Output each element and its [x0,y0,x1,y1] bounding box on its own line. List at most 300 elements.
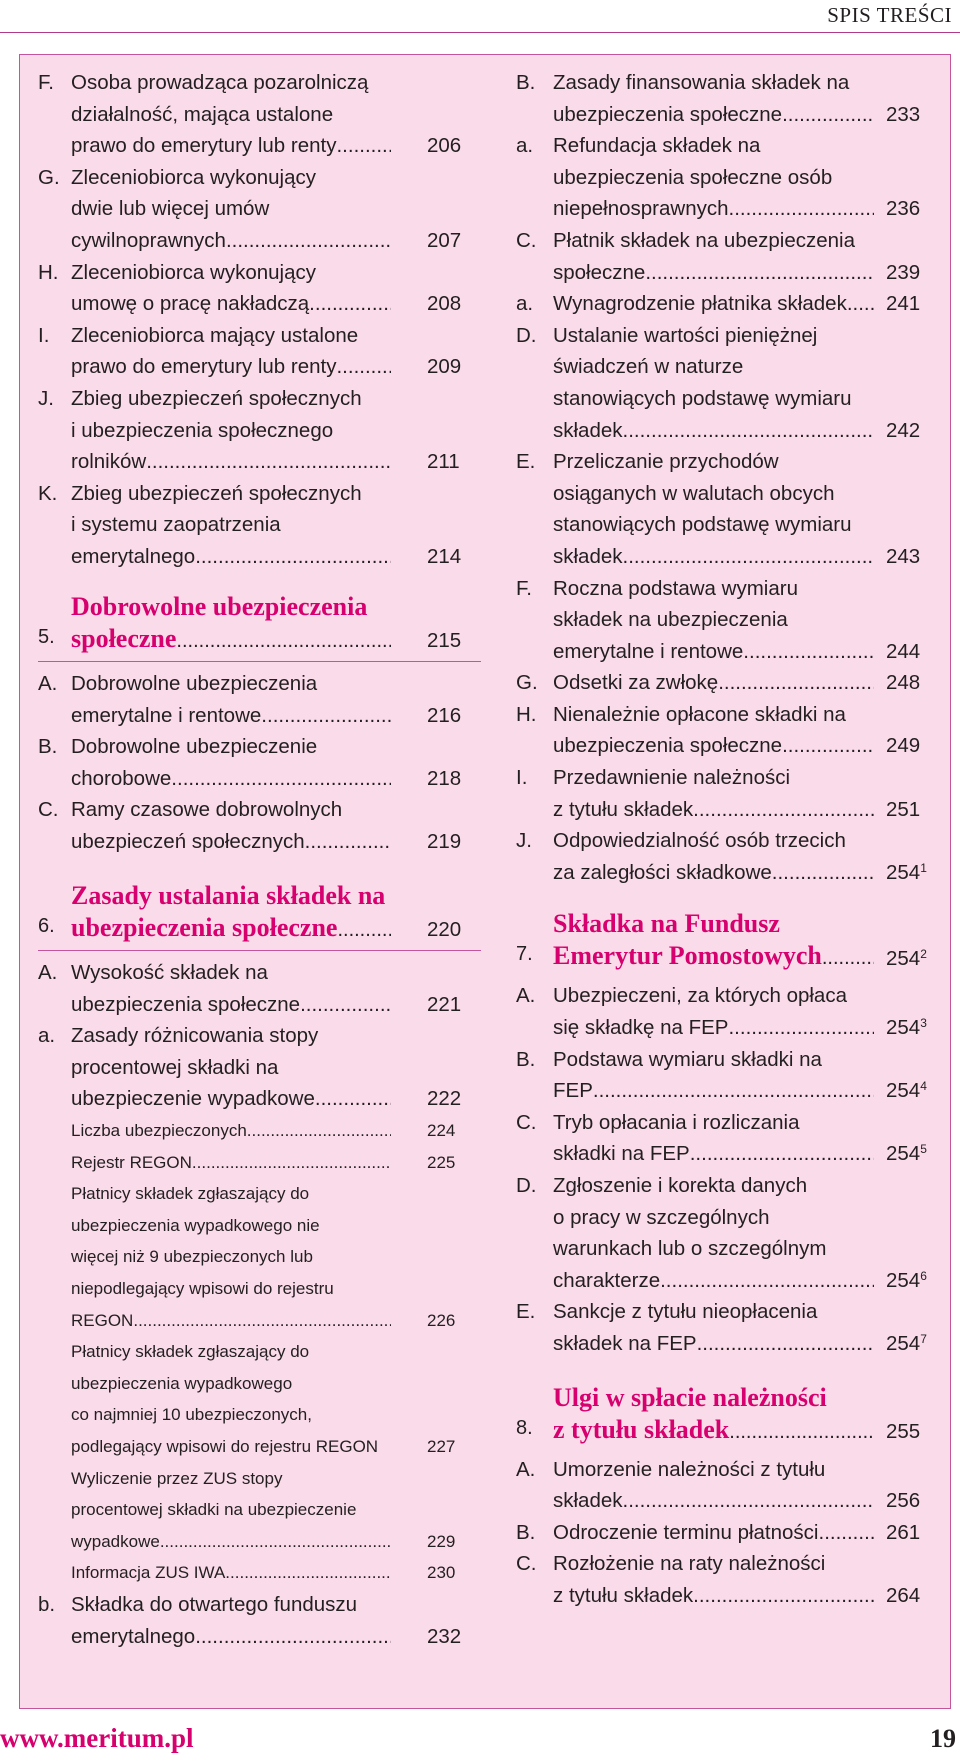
entry-text: Zasady finansowania składek na [553,71,850,94]
section-heading[interactable] [516,908,934,974]
entry-label: D. [516,1174,537,1197]
entry-text: ubezpieczenie wypadkowe [71,1087,315,1111]
entry-line [71,351,481,383]
page-ref [886,193,934,225]
toc-entry[interactable] [38,731,481,794]
section-title: Emerytur Pomostowych [553,941,822,971]
page-ref [427,351,481,383]
entry-label: B. [516,1520,536,1544]
entry-text: Tryb opłacania i rozliczania [553,1110,800,1134]
page-ref-number: 241 [886,292,921,316]
section-heading[interactable] [38,591,481,657]
entry-line [553,1580,934,1612]
page-ref-number: 230 [427,1563,456,1583]
entry-line [71,1147,481,1179]
dot-leader [847,288,874,320]
page-ref-number: 254 [886,1142,921,1166]
entry-text: emerytalnego [71,544,196,568]
page-ref-number: 219 [427,829,462,853]
page-ref [886,730,934,762]
section-line [553,1414,934,1448]
toc-entry[interactable] [38,478,481,573]
entry-text: świadczeń w naturze [553,355,744,379]
entry-text: Przedawnienie należności [553,766,791,790]
dot-leader [729,1416,874,1448]
entry-line [71,1083,481,1115]
toc-entry[interactable] [38,383,481,478]
entry-label: G. [516,671,538,695]
page-ref-number: 227 [427,1436,456,1456]
page-ref-number: 236 [886,197,921,221]
dot-leader [623,1485,874,1517]
page-ref [427,1147,481,1179]
entry-text: cywilnoprawnych [71,228,226,252]
entry-label: J. [516,829,532,853]
page-ref [886,1485,934,1517]
dot-leader [176,625,391,657]
entry-text: Rejestr REGON [71,1152,192,1172]
section-number: 8. [516,1416,533,1439]
entry-text: składek na FEP [553,1331,697,1355]
dot-leader [300,989,391,1021]
entry-text: charakterze [553,1268,661,1292]
entry-text: stanowiących podstawę wymiaru [553,513,852,537]
entry-line [553,1265,934,1297]
toc-entry[interactable] [516,130,934,225]
page-ref [427,1083,481,1115]
page-ref [886,636,934,668]
entry-text: składek na ubezpieczenia [553,608,788,632]
section-rule [38,950,481,952]
entry-text: Wynagrodzenie płatnika składek [553,292,847,316]
entry-line [553,541,934,573]
dot-leader [729,193,874,225]
page-ref-number: 251 [886,797,921,821]
dot-leader [226,225,391,257]
entry-text: Sankcje z tytułu nieopłacenia [553,1300,818,1324]
dot-leader [171,763,391,795]
dot-leader [146,446,391,478]
page-ref [427,989,481,1021]
toc-entry[interactable] [516,699,934,762]
page-ref-number: 229 [427,1531,456,1551]
entry-label: F. [38,71,54,94]
toc-entry[interactable] [516,1107,934,1170]
entry-text: rolników [71,450,147,474]
entry-text: Zgłoszenie i korekta danych [553,1174,808,1197]
entry-text: Wysokość składek na [71,961,268,985]
entry-line [71,763,481,795]
entry-line [553,1138,934,1170]
entry-text: REGON [71,1310,134,1330]
entry-text: Zbieg ubezpieczeń społecznych [71,386,362,410]
entry-label: G. [38,165,60,189]
entry-text: Zleceniobiorca wykonujący [71,260,316,284]
entry-text: ubezpieczenia społeczne osób [553,165,833,189]
toc-entry[interactable] [516,1548,934,1611]
dot-leader [309,288,391,320]
page-ref [427,1557,481,1589]
dot-leader [247,1115,391,1147]
toc-entry[interactable] [38,1147,481,1179]
page-ref-number: 207 [427,228,462,252]
entry-text: społeczne [553,260,646,284]
toc-entry[interactable] [516,1044,934,1107]
page-ref [427,700,481,732]
entry-text: niepełnosprawnych [553,197,729,221]
entry-line [71,1526,481,1558]
page-ref [886,1416,934,1448]
page-ref-superscript: 5 [920,1142,927,1157]
entry-text: dwie lub więcej umów [71,197,270,221]
dot-leader [623,541,874,573]
toc-entry[interactable] [38,67,481,162]
page-ref-number: 264 [886,1583,921,1607]
entry-text: i systemu zaopatrzenia [71,513,281,537]
toc-entry[interactable] [516,67,934,130]
page-ref [427,541,481,573]
toc-entry[interactable] [38,1463,481,1558]
entry-line [553,1012,934,1044]
entry-line [71,130,481,162]
page-ref-number: 249 [886,734,921,758]
entry-text: Roczna podstawa wymiaru [553,576,798,600]
entry-text: Ubezpieczeni, za których opłaca [553,984,847,1008]
entry-text: Dobrowolne ubezpieczenie [71,735,318,759]
page-ref-superscript: 3 [920,1016,927,1031]
page-ref [886,1071,934,1107]
entry-text: składki na FEP [553,1142,690,1166]
page-ref [427,763,481,795]
page-ref-number: 218 [427,766,462,790]
toc-entry[interactable] [516,667,934,699]
entry-text: Płatnik składek na ubezpieczenia [553,228,855,252]
section-line [71,912,481,946]
page-ref-number: 232 [427,1624,462,1648]
page-ref [886,939,934,975]
entry-text: Podstawa wymiaru składki na [553,1047,822,1071]
entry-text: co najmniej 10 ubezpieczonych, [71,1405,312,1425]
page-ref [427,625,481,657]
section-title: Ulgi w spłacie należności [553,1382,827,1412]
entry-line [553,857,934,889]
dot-leader [192,1147,391,1179]
toc-entry[interactable] [516,825,934,888]
entry-text: chorobowe [71,766,172,790]
entry-text: prawo do emerytury lub renty [71,355,337,379]
entry-text: procentowej składki na [71,1055,279,1079]
entry-text: ubezpieczenia społeczne [71,992,301,1016]
page-ref-number: 215 [427,628,462,652]
section-heading[interactable] [516,1382,934,1448]
page-ref [427,130,481,162]
entry-label: B. [516,1047,536,1071]
dot-leader [623,415,874,447]
entry-label: a. [516,292,534,316]
entry-line [553,257,934,289]
dot-leader [133,1305,391,1337]
entry-line [71,225,481,257]
page-ref-number: 214 [427,544,462,568]
toc-entry[interactable] [516,1454,934,1517]
page-ref-number: 239 [886,260,921,284]
toc-entry[interactable] [516,288,934,320]
footer-url[interactable]: www.meritum.pl [0,1723,194,1753]
entry-label: I. [516,766,528,790]
page-ref-number: 225 [427,1152,456,1172]
dot-leader [728,1012,874,1044]
page-ref-number: 224 [427,1121,456,1141]
entry-label: C. [516,228,537,252]
page-ref [427,225,481,257]
entry-text: Odsetki za zwłokę [553,671,719,695]
entry-text: umowę o pracę nakładczą [71,292,310,316]
section-title: Dobrowolne ubezpieczenia [71,591,368,621]
dot-leader [225,1557,391,1589]
toc-entry[interactable] [38,1589,481,1652]
entry-label: B. [38,735,58,759]
page-ref-number: 220 [427,917,462,941]
dot-leader [743,636,874,668]
dot-leader [693,1580,874,1612]
entry-text: niepodlegający wpisowi do rejestru [71,1279,334,1298]
section-line [71,623,481,657]
page-ref-number: 211 [427,450,460,474]
toc-entry[interactable] [38,1178,481,1336]
toc-entry[interactable] [38,668,481,731]
page-ref [886,1134,934,1170]
dot-leader [261,700,391,732]
toc-entry[interactable] [516,980,934,1043]
entry-label: J. [38,386,54,410]
dot-leader [195,1621,391,1653]
entry-label: b. [38,1592,56,1616]
entry-text: Przeliczanie przychodów [553,450,779,474]
entry-text: składek [553,544,623,568]
entry-text: procentowej składki na ubezpieczenie [71,1500,357,1520]
page-ref [886,99,934,131]
page-ref-number: 254 [886,1331,921,1355]
entry-text: z tytułu składek [553,1583,694,1607]
dot-leader [195,541,391,573]
toc-entry[interactable] [38,257,481,320]
dot-leader [305,826,391,858]
section-heading[interactable] [38,880,481,946]
entry-text: Dobrowolne ubezpieczenia [71,672,318,695]
entry-text: i ubezpieczenia społecznego [71,418,334,442]
page-ref-number: 255 [886,1419,921,1443]
dot-leader [782,730,874,762]
page-ref-number: 226 [427,1310,456,1330]
dot-leader [693,794,874,826]
toc-entry[interactable] [516,320,934,446]
entry-line [71,700,481,732]
dot-leader [772,857,874,889]
page-ref-number: 233 [886,102,921,126]
page-ref [886,1324,934,1360]
entry-line [553,1485,934,1517]
entry-label: K. [38,481,58,505]
entry-text: składek [553,1489,623,1513]
page-ref [886,415,934,447]
toc-entry[interactable] [38,957,481,1020]
entry-text: Umorzenie należności z tytułu [553,1457,826,1481]
toc-entry[interactable] [38,162,481,257]
dot-leader [336,130,391,162]
page-ref [427,288,481,320]
entry-label: F. [516,576,532,600]
page-ref-superscript: 2 [920,946,927,961]
entry-text: Zbieg ubezpieczeń społecznych [71,481,362,505]
section-title: z tytułu składek [553,1414,730,1444]
page-ref-number: 243 [886,544,921,568]
dot-leader [819,1517,875,1549]
page-ref-number: 254 [886,860,921,884]
toc-panel [19,54,951,1709]
page-ref-number: 254 [886,1016,921,1040]
entry-text: Składka do otwartego funduszu [71,1592,358,1616]
dot-leader [645,257,874,289]
entry-line [71,1305,481,1337]
toc-left-column [38,67,481,1652]
dot-leader [718,667,874,699]
entry-text: prawo do emerytury lub renty [71,134,337,158]
dot-leader [593,1075,874,1107]
entry-line [71,541,481,573]
page-ref-number: 222 [427,1087,462,1111]
entry-line [553,288,934,320]
entry-label: H. [516,702,537,726]
entry-text: za zaległości składkowe [553,860,772,884]
section-title: społeczne [71,623,177,653]
dot-leader [782,99,874,131]
entry-text: ubezpieczenia społeczne [553,734,783,758]
entry-line [71,1621,481,1653]
toc-entry[interactable] [516,1170,934,1296]
toc-entry[interactable] [38,1020,481,1115]
page-ref-number: 221 [427,992,462,1016]
entry-text: osiąganych w walutach obcych [553,481,835,505]
entry-text: ubezpieczeń społecznych [71,829,305,853]
page-ref [427,1305,481,1337]
dot-leader [697,1328,874,1360]
page-ref-number: 242 [886,418,921,442]
page-ref-superscript: 4 [920,1079,927,1094]
entry-line [71,288,481,320]
entry-text: składek [553,418,623,442]
page-ref [427,1431,481,1463]
entry-text: Rozłożenie na raty należności [553,1552,826,1576]
section-number: 6. [38,914,55,937]
entry-label: A. [516,984,536,1008]
entry-text: Płatnicy składek zgłaszający do [71,1342,310,1362]
entry-text: stanowiących podstawę wymiaru [553,386,852,410]
toc-entry[interactable] [38,1336,481,1462]
page-ref [886,794,934,826]
toc-entry[interactable] [516,1296,934,1359]
entry-text: Odpowiedzialność osób trzecich [553,829,846,853]
dot-leader [160,1526,391,1558]
toc-entry[interactable] [516,446,934,572]
entry-line [553,193,934,225]
entry-label: C. [516,1552,537,1576]
section-number: 5. [38,625,55,648]
page-ref [886,1517,934,1549]
toc-entry[interactable] [38,320,481,383]
page-ref [427,914,481,946]
page-ref-number: 254 [886,1079,921,1103]
entry-label: E. [516,1300,536,1324]
page-ref [427,1526,481,1558]
toc-entry[interactable] [516,573,934,668]
section-line [553,940,934,974]
toc-entry[interactable] [38,1115,481,1147]
entry-label: E. [516,450,536,474]
entry-line [553,730,934,762]
entry-label: H. [38,260,59,284]
toc-entry[interactable] [38,1557,481,1589]
page-ref-number: 248 [886,671,921,695]
entry-text: ubezpieczenia wypadkowego nie [71,1215,320,1235]
section-title: Zasady ustalania składek na [71,880,386,910]
entry-label: B. [516,71,536,94]
entry-line [553,1075,934,1107]
page-ref-number: 216 [427,703,462,727]
toc-entry[interactable] [516,762,934,825]
toc-right-column [516,67,934,1612]
entry-line [71,989,481,1021]
entry-text: ubezpieczenia wypadkowego [71,1373,293,1393]
page-ref [427,1115,481,1147]
entry-line [553,794,934,826]
entry-line [553,636,934,668]
entry-text: się składkę na FEP [553,1016,729,1040]
entry-text: Zasady różnicowania stopy [71,1024,319,1048]
toc-entry[interactable] [516,225,934,288]
entry-text: Ramy czasowe dobrowolnych [71,798,343,822]
page-ref-number: 261 [886,1520,921,1544]
dot-leader [690,1138,874,1170]
entry-text: Nienależnie opłacone składki na [553,702,846,726]
toc-entry[interactable] [516,1517,934,1549]
entry-label: A. [516,1457,536,1481]
page-ref-number: 254 [886,1268,921,1292]
entry-text: Płatnicy składek zgłaszający do [71,1184,310,1204]
entry-text: o pracy w szczególnych [553,1205,770,1229]
page-ref-number: 254 [886,946,921,970]
toc-entry[interactable] [38,794,481,857]
section-title: ubezpieczenia społeczne [71,912,338,942]
page-ref [886,288,934,320]
page-ref-number: 206 [427,134,462,158]
entry-label: C. [38,798,59,822]
page-ref [427,446,481,478]
entry-label: D. [516,323,537,347]
entry-text: Zleceniobiorca wykonujący [71,165,316,189]
entry-text: wypadkowe [71,1531,160,1551]
entry-line [553,1328,934,1360]
entry-line [553,667,934,699]
entry-text: emerytalnego [71,1624,196,1648]
page-ref [886,853,934,889]
page-ref [427,826,481,858]
page-ref-superscript: 6 [920,1268,927,1283]
page-ref [886,541,934,573]
entry-label: A. [38,961,58,985]
entry-line [71,446,481,478]
page-ref [886,667,934,699]
page-ref-superscript: 1 [920,860,927,875]
